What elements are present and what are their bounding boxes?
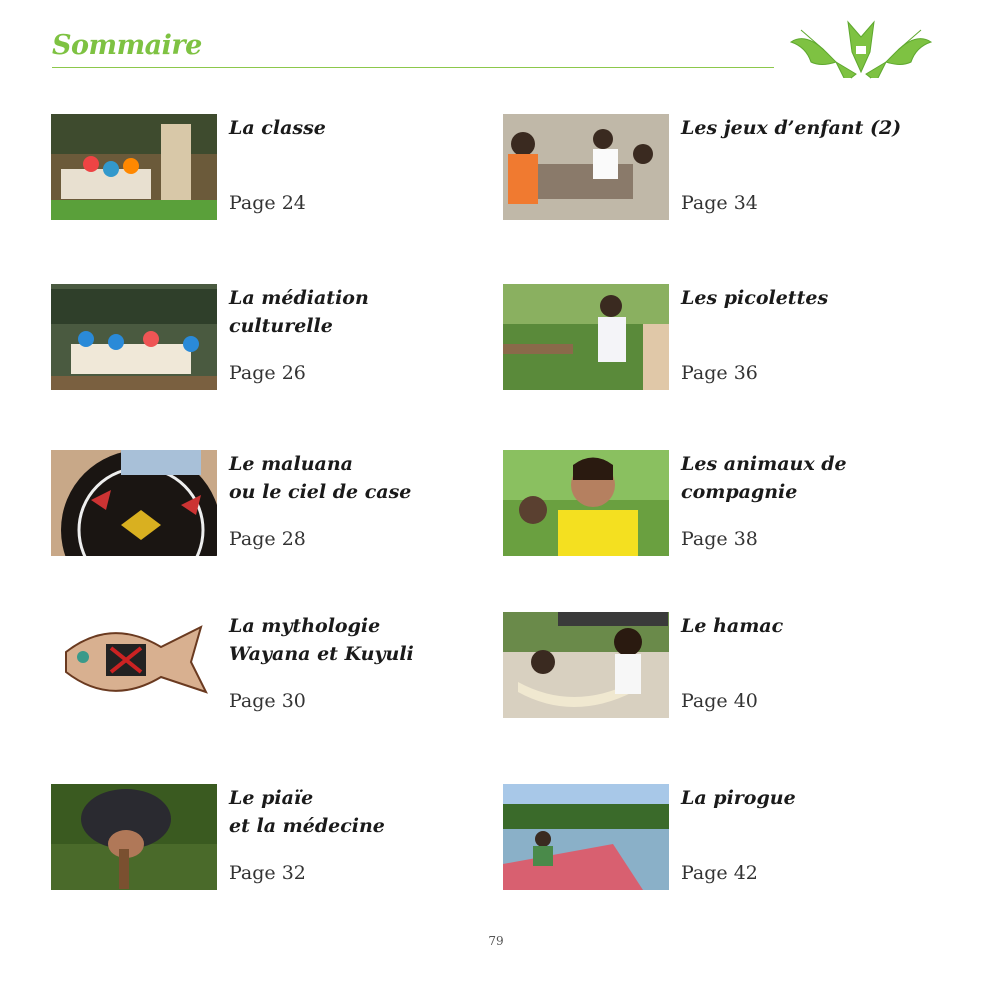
entry-page[interactable]: Page 30 <box>229 690 306 712</box>
canoe-photo <box>503 784 669 890</box>
wayana-logo-icon <box>786 12 936 92</box>
page-title: Sommaire <box>52 30 202 61</box>
entry-title: Le piaïe et la médecine <box>229 787 385 837</box>
toc-entry[interactable] <box>51 284 481 394</box>
toc-entry[interactable] <box>51 784 481 894</box>
toc-entry[interactable] <box>51 612 481 722</box>
entry-title: La mythologie Wayana et Kuyuli <box>229 615 414 665</box>
entry-page[interactable]: Page 24 <box>229 192 306 214</box>
picolettes-photo <box>503 284 669 390</box>
toc-entry[interactable] <box>503 284 933 394</box>
toc-entry[interactable] <box>503 114 933 224</box>
toc-entry[interactable] <box>503 612 933 722</box>
entry-page[interactable]: Page 40 <box>681 690 758 712</box>
entry-page[interactable]: Page 28 <box>229 528 306 550</box>
entry-title: Le maluana ou le ciel de case <box>229 453 412 503</box>
entry-title: La médiation culturelle <box>229 287 369 337</box>
toc-entry[interactable] <box>51 450 481 560</box>
entry-page[interactable]: Page 26 <box>229 362 306 384</box>
entry-title: Le hamac <box>681 615 784 637</box>
pet-animals-photo <box>503 450 669 556</box>
header-rule <box>52 67 774 68</box>
classroom-photo <box>51 114 217 220</box>
entry-page[interactable]: Page 42 <box>681 862 758 884</box>
entry-page[interactable]: Page 32 <box>229 862 306 884</box>
entry-page[interactable]: Page 34 <box>681 192 758 214</box>
entry-page[interactable]: Page 38 <box>681 528 758 550</box>
page-number: 79 <box>488 934 504 948</box>
maluana-photo <box>51 450 217 556</box>
entry-title: La classe <box>229 117 326 139</box>
entry-page[interactable]: Page 36 <box>681 362 758 384</box>
toc-entry[interactable] <box>503 784 933 894</box>
hammock-photo <box>503 612 669 718</box>
entry-title: Les jeux d’enfant (2) <box>681 117 902 139</box>
toc-entry[interactable] <box>51 114 481 224</box>
children-games-photo <box>503 114 669 220</box>
mythology-fish-illustration <box>51 612 217 718</box>
toc-entry[interactable] <box>503 450 933 560</box>
cultural-mediation-photo <box>51 284 217 390</box>
entry-title: Les animaux de compagnie <box>681 453 847 503</box>
entry-title: La pirogue <box>681 787 796 809</box>
piaie-medicine-photo <box>51 784 217 890</box>
entry-title: Les picolettes <box>681 287 829 309</box>
